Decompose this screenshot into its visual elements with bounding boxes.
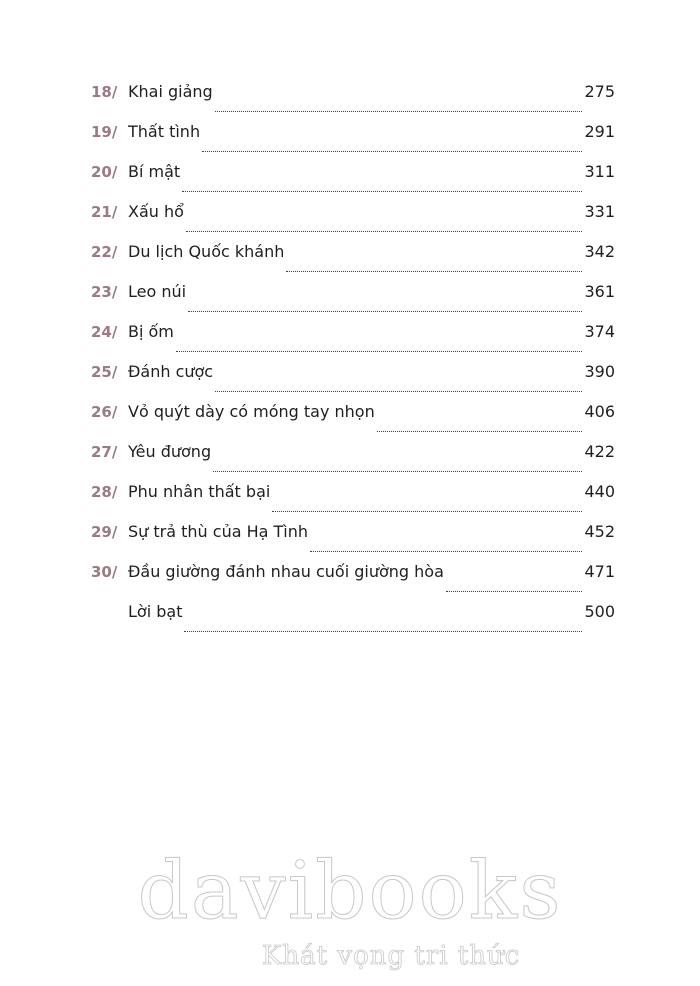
dot-leader bbox=[446, 590, 583, 592]
publisher-logo-text: davibooks bbox=[137, 844, 563, 937]
dot-leader bbox=[186, 230, 583, 232]
dot-leader bbox=[176, 350, 583, 352]
toc-entry[interactable] bbox=[91, 82, 615, 122]
chapter-title: Xấu hổ bbox=[128, 202, 184, 221]
toc-entry[interactable] bbox=[91, 202, 615, 242]
chapter-title: Đầu giường đánh nhau cuối giường hòa bbox=[128, 562, 444, 581]
chapter-title: Thất tình bbox=[128, 122, 201, 141]
page-number: 291 bbox=[584, 122, 615, 141]
chapter-title: Du lịch Quốc khánh bbox=[128, 242, 285, 261]
chapter-number: 24/ bbox=[91, 323, 118, 341]
page-number: 361 bbox=[584, 282, 615, 301]
chapter-title: Phu nhân thất bại bbox=[128, 482, 271, 501]
page-number: 311 bbox=[584, 162, 615, 181]
chapter-number: 20/ bbox=[91, 163, 118, 181]
chapter-number: 30/ bbox=[91, 563, 118, 581]
toc-entry[interactable] bbox=[91, 322, 615, 362]
toc-entry[interactable] bbox=[91, 402, 615, 442]
page-number: 275 bbox=[584, 82, 615, 101]
page-number: 342 bbox=[584, 242, 615, 261]
chapter-number: 29/ bbox=[91, 523, 118, 541]
page-number: 471 bbox=[584, 562, 615, 581]
page-number: 374 bbox=[584, 322, 615, 341]
publisher-slogan: Khát vọng tri thức bbox=[262, 941, 521, 971]
dot-leader bbox=[182, 190, 582, 192]
toc-entry-afterword[interactable] bbox=[91, 602, 615, 642]
toc-entry[interactable] bbox=[91, 562, 615, 602]
toc-entry[interactable] bbox=[91, 122, 615, 162]
chapter-number: 23/ bbox=[91, 283, 118, 301]
chapter-title: Vỏ quýt dày có móng tay nhọn bbox=[128, 402, 375, 421]
dot-leader bbox=[213, 470, 582, 472]
table-of-contents bbox=[91, 82, 615, 642]
page-number: 500 bbox=[584, 602, 615, 621]
chapter-number: 19/ bbox=[91, 123, 118, 141]
chapter-title: Lời bạt bbox=[128, 602, 183, 621]
dot-leader bbox=[188, 310, 582, 312]
toc-entry[interactable] bbox=[91, 442, 615, 482]
chapter-number: 22/ bbox=[91, 243, 118, 261]
dot-leader bbox=[202, 150, 582, 152]
chapter-number: 26/ bbox=[91, 403, 118, 421]
toc-entry[interactable] bbox=[91, 482, 615, 522]
chapter-title: Khai giảng bbox=[128, 82, 213, 101]
toc-entry[interactable] bbox=[91, 362, 615, 402]
chapter-number: 25/ bbox=[91, 363, 118, 381]
chapter-number: 27/ bbox=[91, 443, 118, 461]
page-number: 452 bbox=[584, 522, 615, 541]
toc-entry[interactable] bbox=[91, 242, 615, 282]
chapter-title: Leo núi bbox=[128, 282, 187, 301]
page-number: 440 bbox=[584, 482, 615, 501]
chapter-title: Yêu đương bbox=[128, 442, 212, 461]
toc-entry[interactable] bbox=[91, 522, 615, 562]
chapter-number: 21/ bbox=[91, 203, 118, 221]
dot-leader bbox=[215, 110, 583, 112]
toc-entry[interactable] bbox=[91, 162, 615, 202]
chapter-title: Bị ốm bbox=[128, 322, 174, 341]
dot-leader bbox=[377, 430, 583, 432]
chapter-title: Sự trả thù của Hạ Tình bbox=[128, 522, 309, 541]
dot-leader bbox=[310, 550, 582, 552]
toc-entry[interactable] bbox=[91, 282, 615, 322]
chapter-title: Đánh cược bbox=[128, 362, 214, 381]
chapter-number: 18/ bbox=[91, 83, 118, 101]
dot-leader bbox=[184, 630, 582, 632]
page-number: 331 bbox=[584, 202, 615, 221]
chapter-title: Bí mật bbox=[128, 162, 181, 181]
dot-leader bbox=[272, 510, 582, 512]
chapter-number: 28/ bbox=[91, 483, 118, 501]
page-number: 422 bbox=[584, 442, 615, 461]
dot-leader bbox=[215, 390, 582, 392]
page-number: 406 bbox=[584, 402, 615, 421]
page-number: 390 bbox=[584, 362, 615, 381]
dot-leader bbox=[286, 270, 582, 272]
